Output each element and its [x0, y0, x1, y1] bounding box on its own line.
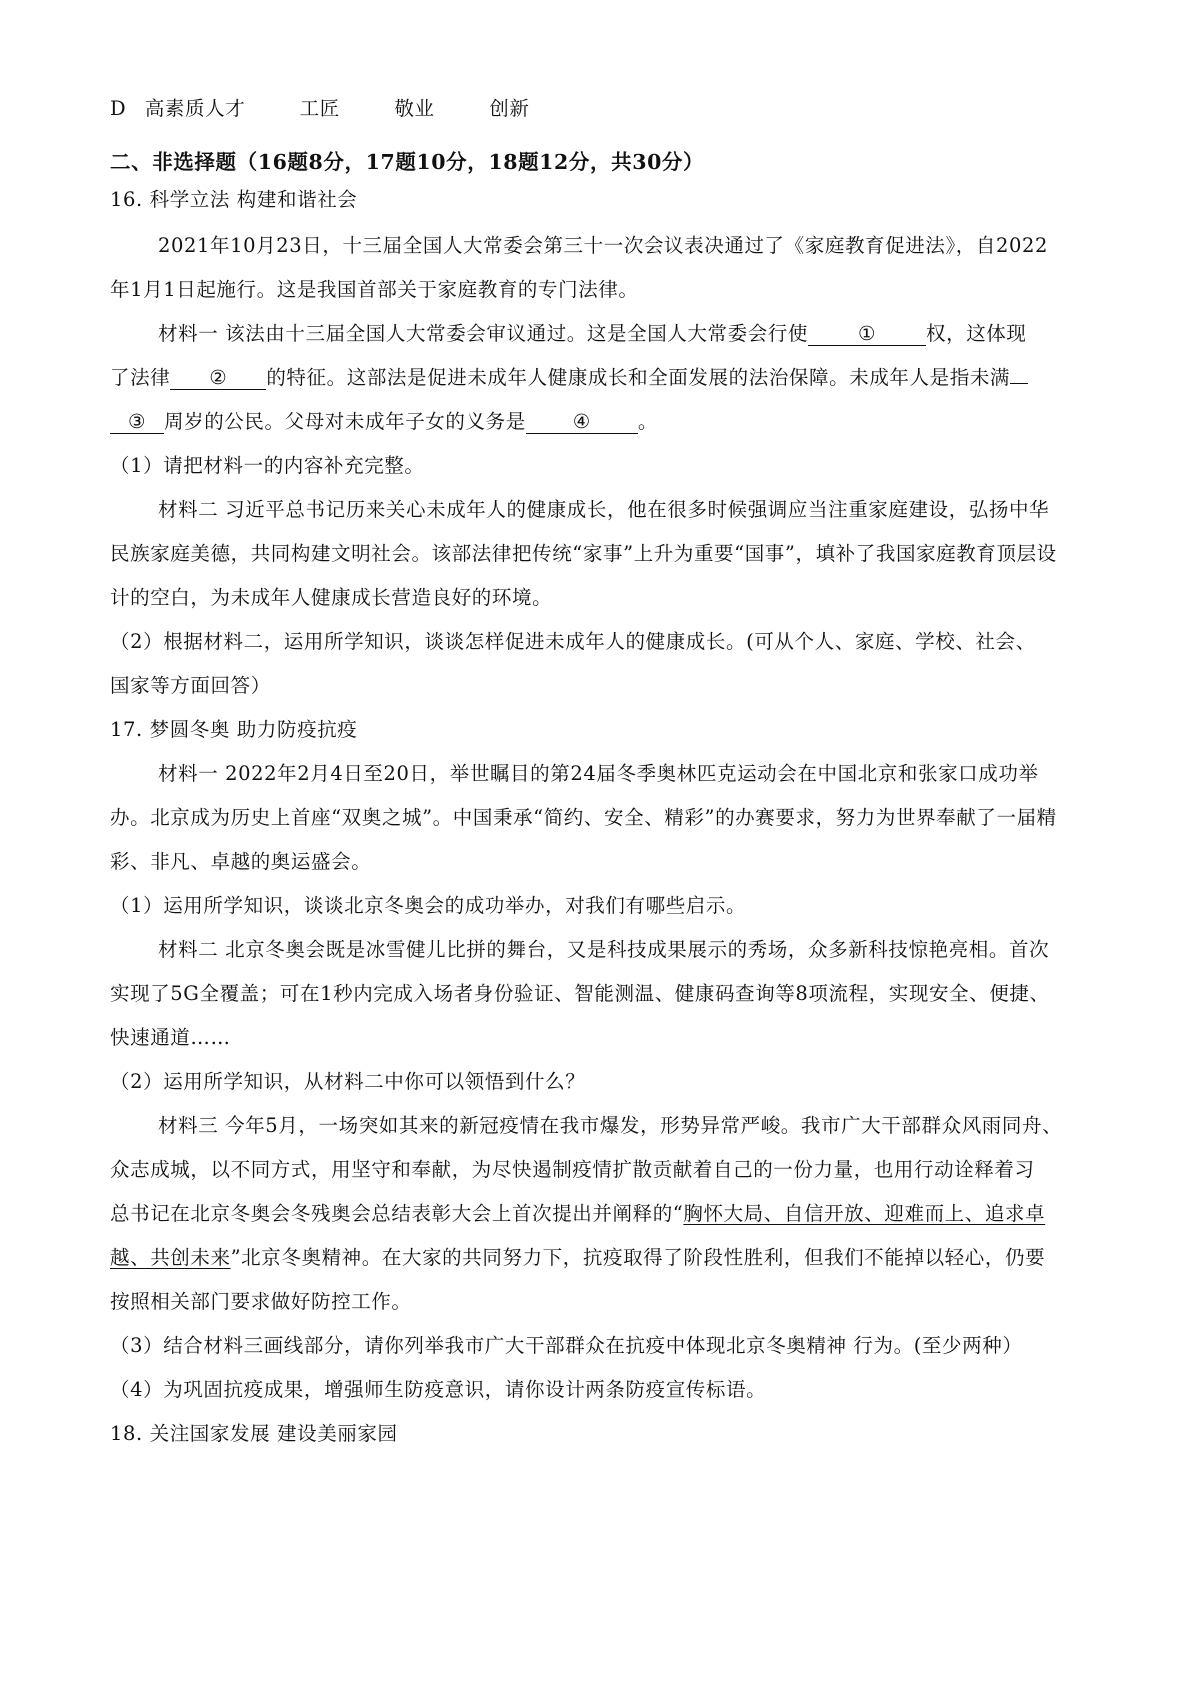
q16-sub-question-2-line-1: （2）根据材料二，运用所学知识，谈谈怎样促进未成年人的健康成长。(可从个人、家庭、学校、社会、	[110, 630, 1036, 653]
option-d-item-1: 高素质人才	[144, 97, 246, 120]
option-d	[110, 96, 1100, 122]
option-d-item-3: 敬业	[394, 97, 435, 120]
q16-intro-line-2: 年1月1日起施行。这是我国首部关于家庭教育的专门法律。	[110, 278, 639, 301]
q17-material2-line-3: 快速通道……	[110, 1026, 231, 1049]
q17-material1-line-2: 办。北京成为历史上首座“双奥之城”。中国秉承“简约、安全、精彩”的办赛要求，努力为世界奉献了一届精	[110, 806, 1057, 829]
q16-material1-line-1	[158, 321, 1148, 347]
q16-sub-question-2-line-2: 国家等方面回答）	[110, 674, 271, 697]
q18-title: 18. 关注国家发展 建设美丽家园	[110, 1422, 398, 1445]
underlined-spirit-part-2: 越、共创未来	[110, 1246, 231, 1269]
q17-sub-question-4: （4）为巩固抗疫成果，增强师生防疫意识，请你设计两条防疫宣传标语。	[110, 1378, 767, 1401]
q17-title: 17. 梦圆冬奥 助力防疫抗疫	[110, 718, 358, 741]
q17-sub-question-1: （1）运用所学知识，谈谈北京冬奥会的成功举办，对我们有哪些启示。	[110, 894, 747, 917]
option-d-item-4: 创新	[489, 97, 530, 120]
q16-m1-text-c: 了法律	[110, 366, 171, 389]
fill-blank-4: ④	[526, 411, 638, 434]
q17-material1-line-3: 彩、非凡、卓越的奥运盛会。	[110, 850, 372, 873]
q16-m1-text-d: 的特征。这部法是促进未成年人健康成长和全面发展的法治保障。未成年人是指未满	[266, 366, 1011, 389]
fill-blank-2: ②	[170, 367, 266, 390]
q16-material2-line-2: 民族家庭美德，共同构建文明社会。该部法律把传统“家事”上升为重要“国事”，填补了我国家庭教育顶层设	[110, 542, 1057, 565]
q17-material2-line-1: 材料二 北京冬奥会既是冰雪健儿比拼的舞台，又是科技成果展示的秀场，众多新科技惊艳亮相。首次	[158, 938, 1050, 961]
q16-m1-text-e: 周岁的公民。父母对未成年子女的义务是	[164, 410, 526, 433]
q16-m1-text-b: 权，这体现	[926, 322, 1027, 345]
q17-m3-text-a: 总书记在北京冬奥会冬残奥会总结表彰大会上首次提出并阐释的“	[110, 1202, 684, 1225]
q17-material3-line-4	[110, 1245, 1100, 1271]
q17-material1-line-1: 材料一 2022年2月4日至20日，举世瞩目的第24届冬季奥林匹克运动会在中国北京和张家口成功举	[158, 762, 1039, 785]
underlined-spirit-part-1: 胸怀大局、自信开放、迎难而上、追求卓	[683, 1202, 1046, 1225]
q16-sub-question-1: （1）请把材料一的内容补充完整。	[110, 454, 425, 477]
q16-material2-line-1: 材料二 习近平总书记历来关心未成年人的健康成长，他在很多时候强调应当注重家庭建设，弘扬中华	[158, 498, 1050, 521]
q17-material3-line-5: 按照相关部门要求做好防控工作。	[110, 1290, 412, 1313]
q17-material3-line-1: 材料三 今年5月，一场突如其来的新冠疫情在我市爆发，形势异常严峻。我市广大干部群众风雨同舟、	[158, 1114, 1063, 1137]
q17-material2-line-2: 实现了5G全覆盖；可在1秒内完成入场者身份验证、智能测温、健康码查询等8项流程，实现安全、便捷、	[110, 982, 1050, 1005]
q17-material3-line-2: 众志成城，以不同方式，用坚守和奉献，为尽快遏制疫情扩散贡献着自己的一份力量，也用行动诠释着习	[110, 1158, 1035, 1181]
fill-blank-1: ①	[808, 323, 926, 346]
q16-intro-line-1: 2021年10月23日，十三届全国人大常委会第三十一次会议表决通过了《家庭教育促进法》，自2022	[158, 234, 1049, 257]
fill-blank-3-lead	[1010, 383, 1028, 384]
fill-blank-3: ③	[110, 411, 164, 434]
option-d-item-2: 工匠	[299, 97, 340, 120]
q16-m1-text-a: 材料一 该法由十三届全国人大常委会审议通过。这是全国人大常委会行使	[158, 322, 808, 345]
q17-sub-question-3: （3）结合材料三画线部分，请你列举我市广大干部群众在抗疫中体现北京冬奥精神 行为。(至少两种）	[110, 1334, 1023, 1357]
q16-m1-text-f: 。	[637, 410, 658, 433]
q16-title: 16. 科学立法 构建和谐社会	[110, 188, 358, 211]
option-d-letter: D	[110, 97, 127, 120]
q17-sub-question-2: （2）运用所学知识，从材料二中你可以领悟到什么？	[110, 1070, 586, 1093]
q17-material3-line-3	[110, 1201, 1100, 1227]
q16-material1-line-2	[110, 365, 1100, 391]
q16-material1-line-3	[110, 409, 1100, 435]
section-title: 二、非选择题（16题8分，17题10分，18题12分，共30分）	[110, 150, 705, 174]
q17-m3-text-b: ”北京冬奥精神。在大家的共同努力下，抗疫取得了阶段性胜利，但我们不能掉以轻心，仍要	[230, 1246, 1046, 1269]
q16-material2-line-3: 计的空白，为未成年人健康成长营造良好的环境。	[110, 586, 553, 609]
